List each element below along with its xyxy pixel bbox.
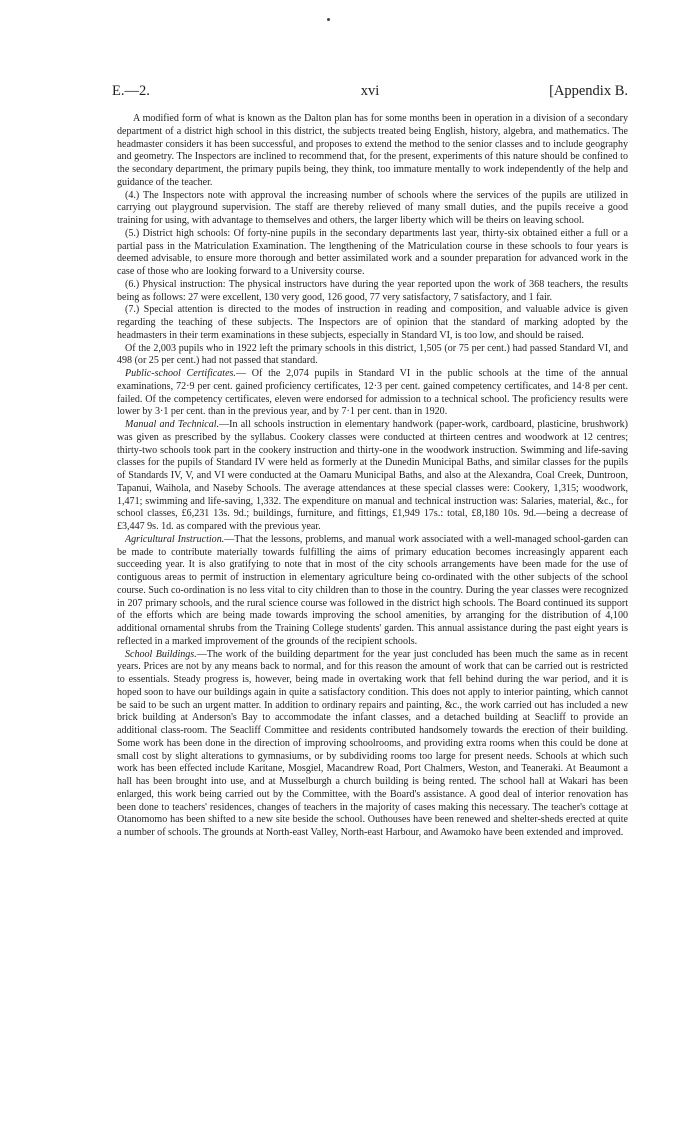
paragraph-dalton-plan: A modified form of what is known as the Dalton plan has for some months been in operation in a division of a secondary department of a district high school in this district, the subjects treated being English, history, algebra, and mathematics. The headmaster considers it has been successful, and proposes to extend the method to the senior classes and to include geography and geometry. The Inspectors are inclined to recommend that, for the present, experiments of this nature should be confined to the secondary department, the primary pupils being, they think, too immature mentally to work independently of the help and guidance of the teacher.: [117, 113, 628, 188]
paragraph-school-buildings: [117, 649, 628, 840]
paragraph-manual-technical: [117, 419, 628, 534]
paragraph-certificates: [117, 368, 628, 419]
header-page-number: xvi: [360, 83, 380, 99]
paragraph-playground-supervision: (4.) The Inspectors note with approval the increasing number of schools where the services of the pupils are utilized in carrying out playground supervision. The staff are thereby relieved of many small duties, and the pupils receive a good training for using, with advantage to themselves and others, the larger liberty which will be theirs on leaving school.: [117, 189, 628, 226]
paragraph-district-high-schools: (5.) District high schools: Of forty-nine pupils in the secondary departments last year, thirty-six obtained either a full or a partial pass in the Matriculation Examination. The lengthening of the Matriculation course in these schools to four years is deemed advisable, to ensure more thorough and better assimilated work and a sounder preparation for advanced work in the case of those who are looking forward to a University course.: [117, 227, 628, 277]
paragraph-physical-instruction: (6.) Physical instruction: The physical instructors have during the year reported upon the work of 368 teachers, the results being as follows: 27 were excellent, 130 very good, 126 good, 77 very satisfactory, 7 satisfactory, and 1 fair.: [117, 278, 628, 303]
manual-text: —In all schools instruction in elementary handwork (paper-work, cardboard, plasticine, brushwork) was given as prescribed by the syllabus. Cookery classes were conducted at thirteen centres and woodwork at 12 centres; thirty-two schools took part in the cookery instruction and thirty-one in the woodwork instruction. Swimming and life-saving classes for the pupils of Standard IV were held as formerly at the Dunedin Municipal Baths, and similar classes for the pupils of Standards IV, V, and VI were conducted at the Oamaru Municipal Baths, and also at the Alexandra, Coal Creek, Duntroon, Tapanui, Waihola, and Naseby Schools. The average attendances at these special classes were: Cookery, 1,315; woodwork, 1,471; swimming and life-saving, 1,332. The expenditure on manual and technical instruction was: Salaries, material, &c., for school classes, £6,231 13s. 9d.; buildings, furniture, and fittings, £1,949 17s.: total, £8,180 10s. 9d.—being a decrease of £3,447 9s. 1d. as compared with the previous year.: [117, 419, 629, 532]
section-heading-certificates: Public-school Certificates.: [125, 368, 236, 379]
buildings-text: —The work of the building department for the year just concluded has been much the same as in recent years. Prices are not by any means back to normal, and for this reason the amount of work that can be carried out is restricted to essentials. Steady progress is, however, being made in overtaking work that fell behind during the war period, and it is hoped soon to have our buildings again in quite a satisfactory condition. This does not apply to interior painting, which cannot be said to be such an urgent matter. In addition to ordinary repairs and painting, &c., the work carried out has included a new brick building at Anderson's Bay to accommodate the infant classes, and a detached building at Seacliff to provide an additional class-room. The Seacliff Committee and residents contributed handsomely towards the erection of their building. Some work has been done in the direction of improving schoolrooms, and providing extra rooms when this could be done at small cost by slight alterations to gymnasiums, or by subdividing rooms too large for present needs. Schools at which such work has been effected include Karitane, Mosgiel, Macandrew Road, Port Chalmers, Weston, and Teaneraki. At Beaumont a hall has been brought into use, and at Musselburgh a church building is being rented. The school hall at Wakari has been enlarged, this work being carried out by the Committee, with the Board's assistance. A good deal of interior renovation has been done to teachers' residences, changes of teachers in the majority of cases making this necessary. The teacher's cottage at Otanomomo has been shifted to a new site beside the school. Outhouses have been renewed and shelter-sheds erected at quite a number of schools. The grounds at North-east Valley, North-east Harbour, and Awamoko have been extended and improved.: [117, 648, 628, 838]
page-header: [112, 83, 628, 103]
paragraph-reading-composition: (7.) Special attention is directed to the modes of instruction in reading and composition, and valuable advice is given regarding the teaching of these subjects. The Inspectors are of opinion that the standard of marking adopted by the headmasters in their term examinations in these subjects, especially in Standard VI, is too low, and should be raised.: [117, 304, 628, 341]
section-heading-buildings: School Buildings.: [125, 648, 197, 660]
header-appendix-label: [Appendix B.: [549, 83, 628, 99]
printer-dot: [327, 18, 330, 21]
section-heading-agricultural: Agricultural Instruction.: [125, 533, 225, 545]
body-text: [117, 113, 628, 840]
paragraph-pupils-left: Of the 2,003 pupils who in 1922 left the primary schools in this district, 1,505 (or 75 per cent.) had passed Standard VI, and 498 (or 25 per cent.) had not passed that standard.: [117, 342, 628, 367]
header-series-code: E.—2.: [112, 83, 150, 99]
certificates-text: — Of the 2,074 pupils in Standard VI in the public schools at the time of the annual examinations, 72·9 per cent. gained proficiency certificates, 12·3 per cent. gained competency certificates, and 14·8 per cent. failed. Of the competency certificates, eleven were endorsed for admission to a technical school. The proficiency results were lower by 3·1 per cent. than in the previous year, and by 7·1 per cent. than in 1920.: [117, 368, 628, 418]
agricultural-text: —That the lessons, problems, and manual work associated with a well-managed school-garden can be made to contribute materially towards fulfilling the aims of primary education becomes increasingly apparent each succeeding year. It is also gratifying to note that in most of the city schools arrangements have been made for the use of contiguous areas to permit of instruction in elementary agriculture being co-ordinated with the other subjects of the school course. Such co-ordination is no less vital to city children than to those in the country. During the year classes were recognized in 207 primary schools, and the rural science course was followed in the district high schools. The Board continued its support of the efforts which are being made towards improving the school amenities, by arranging for the distribution of 4,100 additional ornamental shrubs from the Training College students' garden. This annual assistance during the past eight years is reflected in a marked improvement of the grounds of the recipient schools.: [117, 533, 628, 647]
paragraph-agricultural: [117, 534, 628, 649]
section-heading-manual: Manual and Technical.: [125, 419, 220, 430]
